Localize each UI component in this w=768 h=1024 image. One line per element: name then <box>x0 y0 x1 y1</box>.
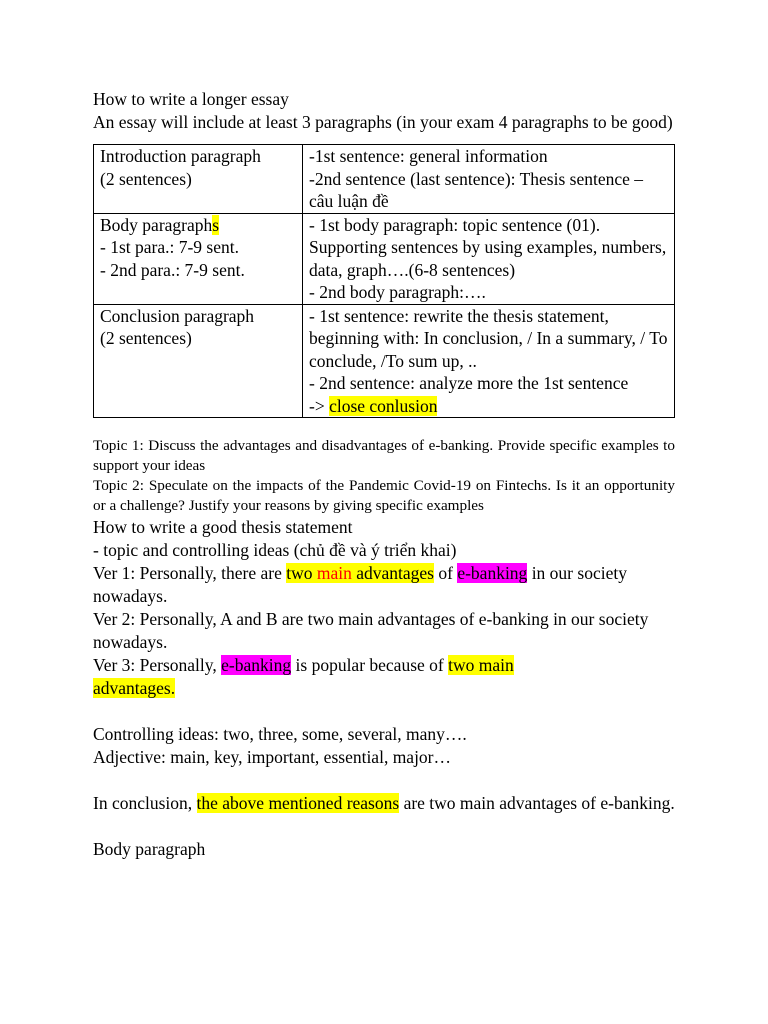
cell-line <box>309 395 668 418</box>
table-cell <box>94 213 303 304</box>
text-span: are two main advantages of e-banking. <box>399 793 675 813</box>
table-cell <box>303 145 675 214</box>
adjective-list: Adjective: main, key, important, essential, major… <box>93 747 452 767</box>
cell-line: - 2nd sentence: analyze more the 1st sentence <box>309 373 629 393</box>
thesis-version-3 <box>93 654 675 700</box>
highlighted-text <box>286 563 434 583</box>
table-cell <box>303 213 675 304</box>
highlighted-text: advantages. <box>93 678 176 698</box>
topic-item: Topic 2: Speculate on the impacts of the Pandemic Covid-19 on Fintechs. Is it an opportunity or a challenge? Justify your reasons by giving specific examples <box>93 477 675 514</box>
text-span: is popular because of <box>291 655 449 675</box>
topic-item: Topic 1: Discuss the advantages and disadvantages of e-banking. Provide specific examples to support your ideas <box>93 437 675 474</box>
section-heading: How to write a good thesis statement <box>93 517 353 537</box>
highlighted-text: close conlusion <box>329 395 438 416</box>
highlighted-text: the above mentioned reasons <box>196 793 400 813</box>
text-span: in our society nowadays. <box>93 563 632 606</box>
cell-line: - 1st body paragraph: topic sentence (01). Supporting sentences by using examples, numbers, data, graph….(6-8 sentences) <box>309 214 667 280</box>
highlighted-text: s <box>212 214 220 235</box>
table-row <box>94 213 675 304</box>
cell-line: - 2nd para.: 7-9 sent. <box>100 259 245 280</box>
document-title: How to write a longer essay <box>93 89 289 109</box>
thesis-version-2: Ver 2: Personally, A and B are two main advantages of e-banking in our society nowadays. <box>93 609 653 652</box>
table-cell <box>94 304 303 418</box>
document-page <box>93 88 675 861</box>
cell-line: - 1st sentence: rewrite the thesis statement, beginning with: In conclusion, / In a summary, / To conclude, /To sum up, .. <box>309 305 668 371</box>
cell-line: -1st sentence: general information <box>309 146 548 166</box>
table-row <box>94 145 675 214</box>
table-row <box>94 304 675 418</box>
cell-line: -2nd sentence (last sentence): Thesis sentence – câu luận đề <box>309 168 643 211</box>
text-span: advantages <box>351 563 434 583</box>
table-cell <box>94 145 303 214</box>
topics-list <box>93 436 675 516</box>
cell-text: -> <box>309 395 330 416</box>
spacer <box>93 815 675 838</box>
text-span: Ver 1: Personally, there are <box>93 563 287 583</box>
text-span: of <box>434 563 458 583</box>
highlighted-text: e-banking <box>457 563 528 583</box>
controlling-ideas: Controlling ideas: two, three, some, several, many…. <box>93 724 467 744</box>
section-subheading: - topic and controlling ideas (chủ đề và ý triển khai) <box>93 540 457 560</box>
highlighted-text: two main <box>448 655 514 675</box>
red-text: main <box>316 563 352 583</box>
spacer <box>93 769 675 792</box>
table-cell <box>303 304 675 418</box>
outline-table <box>93 144 675 418</box>
cell-line: Conclusion paragraph <box>100 305 255 326</box>
conclusion-example <box>93 792 675 815</box>
cell-line <box>100 214 296 237</box>
body-paragraph-heading: Body paragraph <box>93 839 206 859</box>
document-intro: An essay will include at least 3 paragraphs (in your exam 4 paragraphs to be good) <box>93 112 673 132</box>
cell-line: - 2nd body paragraph:…. <box>309 282 486 302</box>
cell-text: Body paragraph <box>100 214 213 235</box>
text-span: two <box>286 563 317 583</box>
text-span: In conclusion, <box>93 793 197 813</box>
cell-line: - 1st para.: 7-9 sent. <box>100 237 239 257</box>
cell-line: (2 sentences) <box>100 328 192 348</box>
cell-line: Introduction paragraph <box>100 146 261 166</box>
spacer <box>93 700 675 723</box>
cell-line: (2 sentences) <box>100 168 192 189</box>
text-span: Ver 3: Personally, <box>93 655 222 675</box>
thesis-version-1 <box>93 562 675 608</box>
highlighted-text: e-banking <box>221 655 292 675</box>
